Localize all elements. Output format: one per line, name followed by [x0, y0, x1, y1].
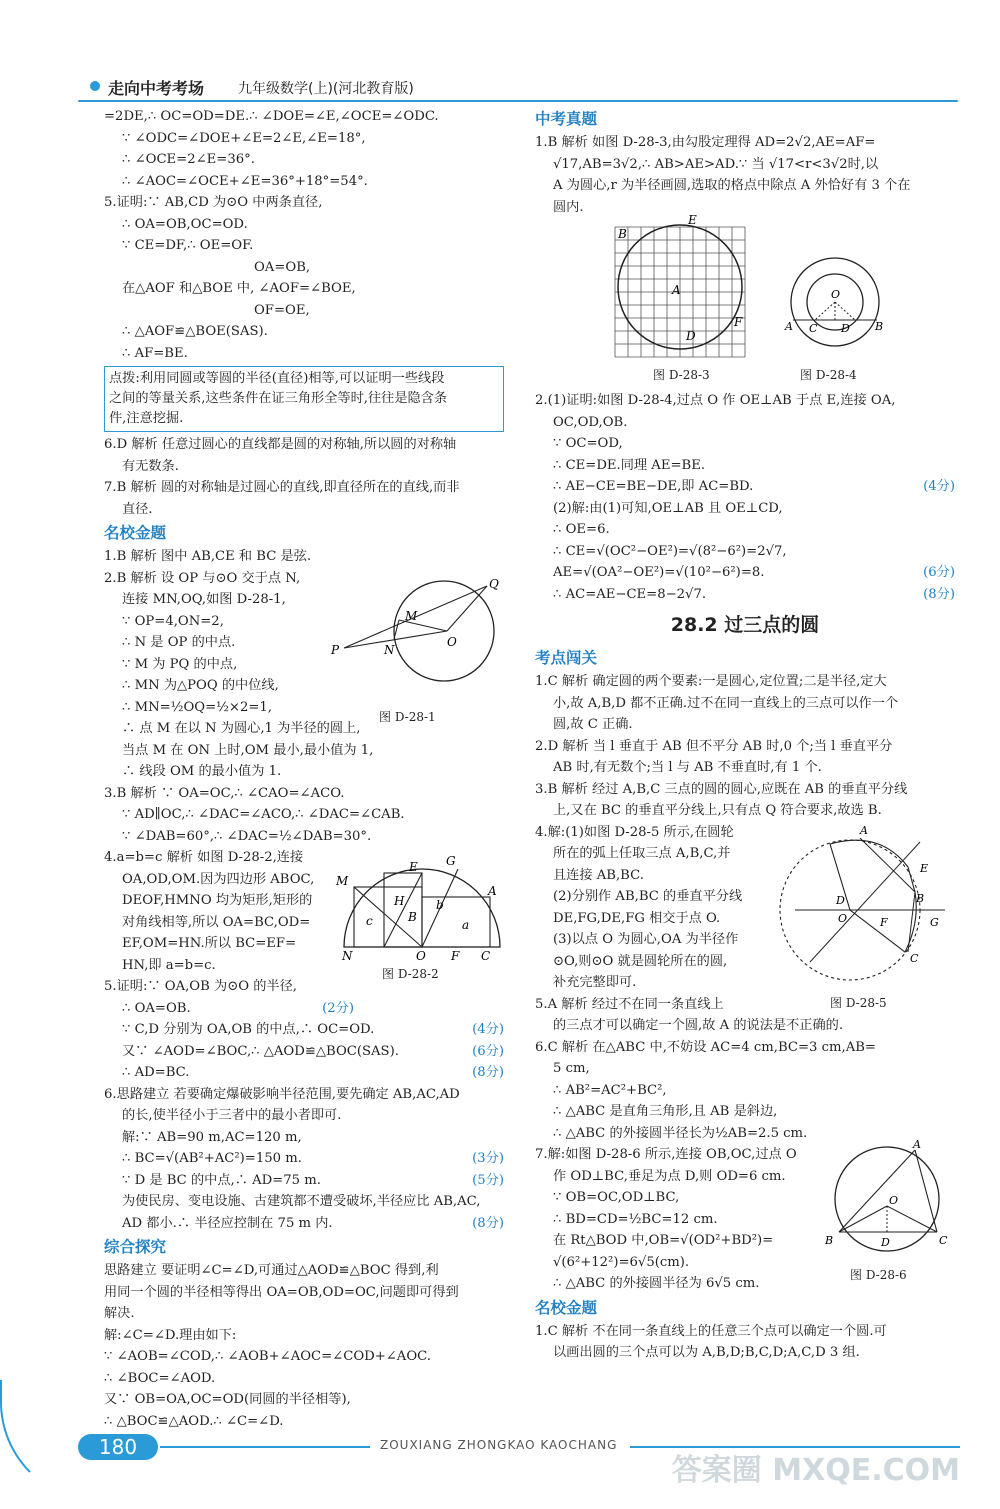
svg-text:Q: Q — [489, 576, 499, 591]
svg-text:b: b — [436, 898, 444, 912]
text-line: ∵ OB=OC,OD⊥BC, — [553, 1190, 680, 1205]
text-line: ⊙O,则⊙O 就是圆轮所在的圆, — [553, 953, 728, 969]
svg-text:C: C — [939, 1234, 948, 1247]
figure-d-28-3 — [610, 213, 750, 362]
text-line: √(6²+12²)=6√5(cm). — [553, 1254, 690, 1270]
text-line: =2DE,∴ OC=OD=DE.∴ ∠DOE=∠E,∠OCE=∠ODC. — [104, 109, 439, 124]
text-line: ∴ ∠BOC=∠AOD. — [104, 1370, 216, 1386]
text-line: ∴ CE=√(OC²−OE²)=√(8²−6²)=2√7, — [553, 543, 787, 559]
text-line: ∴ MN 为△POQ 的中位线, — [122, 678, 279, 693]
text-line: 小,故 A,B,D 都不正确.过不在同一直线上的三点可以作一个 — [553, 695, 899, 711]
text-line: ∴ OA=OB,OC=OD. — [122, 216, 248, 232]
text-line: 4.解:(1)如图 D-28-5 所示,在圆轮 — [535, 824, 734, 840]
text-line — [104, 1213, 504, 1235]
svg-text:D: D — [881, 1236, 890, 1249]
text-line: (3)以点 O 为圆心,OA 为半径作 — [553, 932, 739, 947]
svg-text:G: G — [446, 854, 456, 868]
section-heading: 中考真题 — [535, 110, 598, 128]
text-line: ∴ N 是 OP 的中点. — [122, 635, 236, 650]
footer-rule — [160, 1446, 370, 1448]
text-line: (2)解:由(1)可知,OE⊥AB 且 OE⊥CD, — [553, 500, 783, 516]
text-line: 1.B 解析 如图 D-28-3,由勾股定理得 AD=2√2,AE=AF= — [535, 135, 876, 150]
text-line: ∴ OE=6. — [553, 522, 610, 537]
text-line: 7.解:如图 D-28-6 所示,连接 OB,OC,过点 O — [535, 1147, 797, 1162]
text-line: 解:∠C=∠D.理由如下: — [104, 1327, 237, 1343]
right-column — [535, 106, 955, 1364]
text-line: 5 cm, — [553, 1061, 590, 1076]
text-line: 圆内. — [553, 199, 584, 215]
section-heading: 综合探究 — [104, 1238, 167, 1256]
section-title: 28.2 过三点的圆 — [670, 614, 820, 636]
text-line: 在△AOF 和△BOE 中, ∠AOF=∠BOE, — [122, 281, 356, 296]
tip-line: 件,注意挖掘. — [109, 411, 184, 426]
svg-text:B: B — [916, 891, 925, 905]
svg-text:F: F — [734, 315, 743, 329]
text-line — [535, 562, 955, 584]
text-line: ∴ ∠OCE=2∠E=36°. — [122, 152, 255, 167]
text-line: 思路建立 要证明∠C=∠D,可通过△AOD≌△BOC 得到,利 — [104, 1263, 439, 1278]
text-line: 7.B 解析 圆的对称轴是过圆心的直线,即直径所在的直线,而非 — [104, 480, 460, 495]
text-line: OA,OD,OM.因为四边形 ABOC, — [122, 871, 315, 887]
text-line: 解:∵ AB=90 m,AC=120 m, — [122, 1129, 302, 1145]
svg-text:G: G — [930, 915, 939, 929]
svg-text:F: F — [880, 915, 888, 929]
figure-d-28-1 — [329, 576, 504, 706]
text-line: OA=OB, — [254, 259, 311, 275]
section-heading: 名校金题 — [535, 1298, 598, 1317]
text-line — [535, 584, 955, 606]
text-span: AE=√(OA²−OE²)=√(10²−6²)=8. — [553, 565, 765, 580]
text-line: AB 时,有无数个;当 l 与 AB 不垂直时,有 1 个. — [553, 760, 822, 775]
score-mark: (6分) — [923, 565, 955, 580]
text-span: 5.证明:∵ OA,OB 为⊙O 的半径, — [104, 979, 297, 994]
text-line — [104, 998, 504, 1020]
text-line: 的长,使半径小于三者中的最小者即可. — [122, 1108, 342, 1123]
svg-text:A: A — [913, 1138, 921, 1151]
text-line: OF=OE, — [254, 302, 310, 318]
text-line: 有无数条. — [122, 458, 179, 474]
text-line: 补充完整即可. — [553, 975, 637, 990]
svg-text:D: D — [841, 322, 850, 335]
text-line: (2)分别作 AB,BC 的垂直平分线 — [553, 889, 743, 904]
figure-row — [535, 213, 955, 390]
book-title: 走向中考考场 — [108, 79, 205, 98]
figure-caption: 图 D-28-2 — [382, 967, 439, 981]
text-span: 又∵ ∠AOD=∠BOC,∴ △AOD≌△BOC(SAS). — [122, 1043, 399, 1059]
text-line: 以画出圆的三个点可以为 A,B,D;B,C,D;A,C,D 3 组. — [553, 1345, 860, 1360]
text-line: ∵ AD∥OC,∴ ∠DAC=∠ACO,∴ ∠DAC=∠CAB. — [122, 807, 405, 822]
figure-d-28-5 — [790, 822, 955, 997]
text-line: ∴ 线段 OM 的最小值为 1. — [122, 764, 282, 779]
text-line: ∵ CE=DF,∴ OE=OF. — [122, 238, 254, 253]
text-line: 圆,故 C 正确. — [553, 717, 633, 732]
svg-text:B: B — [875, 320, 884, 333]
text-line: 4.a=b=c 解析 如图 D-28-2,连接 — [104, 850, 304, 865]
score-mark: (3分) — [472, 1151, 504, 1166]
text-span: ∴ OA=OB. — [122, 1000, 191, 1016]
text-line — [104, 1170, 504, 1192]
text-line: A 为圆心,r 为半径画圆,选取的格点中除点 A 外恰好有 3 个在 — [553, 178, 911, 193]
text-line: DEOF,HMNO 均为矩形,矩形的 — [122, 893, 313, 908]
page-number: 180 — [78, 1434, 158, 1460]
text-line: √17,AB=3√2,∴ AB>AE>AD.∵ 当 √17<r<3√2时,以 — [553, 156, 879, 172]
text-line: ∴ △AOF≌△BOE(SAS). — [122, 324, 268, 339]
figure-caption: 图 D-28-4 — [800, 368, 857, 382]
text-line: ∴ CE=DE.同理 AE=BE. — [553, 457, 706, 473]
figure-d-28-2 — [336, 847, 504, 962]
text-line: 3.B 解析 经过 A,B,C 三点的圆的圆心,应既在 AB 的垂直平分线 — [535, 781, 908, 797]
svg-text:N: N — [342, 949, 353, 963]
left-column — [104, 106, 504, 1432]
svg-text:H: H — [394, 894, 405, 908]
text-line: ∴ AF=BE. — [122, 345, 188, 361]
figure-caption: 图 D-28-1 — [379, 709, 436, 724]
text-line: 且连接 AB,BC. — [553, 867, 644, 883]
svg-text:E: E — [409, 860, 418, 874]
text-line: 作 OD⊥BC,垂足为点 D,则 OD=6 cm. — [553, 1168, 786, 1184]
text-line — [104, 1041, 504, 1063]
text-line: ∵ ∠AOB=∠COD,∴ ∠AOB+∠AOC=∠COD+∠AOC. — [104, 1349, 431, 1364]
text-span: AD 都小.∴ 半径应控制在 75 m 内. — [122, 1215, 333, 1231]
figure-caption: 图 D-28-3 — [653, 368, 710, 382]
section-heading: 名校金题 — [104, 524, 167, 542]
svg-text:C: C — [910, 951, 919, 965]
text-span: ∴ AE−CE=BE−DE,即 AC=BD. — [553, 479, 754, 494]
score-mark: (4分) — [923, 479, 955, 494]
text-span: ∴ AD=BC. — [122, 1065, 190, 1080]
svg-text:C: C — [809, 322, 818, 335]
text-span: ∴ BC=√(AB²+AC²)=150 m. — [122, 1151, 302, 1166]
svg-text:a: a — [462, 918, 470, 932]
score-mark: (8分) — [472, 1215, 504, 1231]
watermark: 答案圈 MXQE.COM — [671, 1453, 960, 1488]
score-mark: (8分) — [472, 1065, 504, 1080]
svg-text:A: A — [672, 283, 681, 297]
svg-text:M: M — [336, 874, 349, 888]
text-line: 的三点才可以确定一个圆,故 A 的说法是不正确的. — [553, 1018, 844, 1033]
text-line: ∵ ∠DAB=60°,∴ ∠DAC=½∠DAB=30°. — [122, 828, 372, 844]
svg-text:A: A — [860, 823, 868, 837]
section-heading: 考点闯关 — [535, 649, 598, 667]
text-line: 用同一个圆的半径相等得出 OA=OB,OD=OC,问题即可得到 — [104, 1284, 459, 1300]
text-line — [104, 976, 504, 998]
text-line: EF,OM=HN.所以 BC=EF= — [122, 936, 297, 951]
text-line: ∵ M 为 PQ 的中点, — [122, 656, 238, 672]
text-line: 连接 MN,OQ,如图 D-28-1, — [122, 592, 286, 607]
text-line: ∴ △BOC≌△AOD.∴ ∠C=∠D. — [104, 1413, 284, 1429]
text-line: 对角线相等,所以 OA=BC,OD= — [122, 914, 311, 930]
score-mark: (5分) — [472, 1172, 504, 1188]
text-line: 又∵ OB=OA,OC=OD(同圆的半径相等), — [104, 1392, 351, 1407]
header-rule — [78, 100, 958, 102]
text-span: ∵ C,D 分别为 OA,OB 的中点,∴ OC=OD. — [122, 1022, 375, 1037]
text-line — [104, 1062, 504, 1084]
figure-d-28-4 — [785, 258, 885, 358]
text-line: 上,又在 BC 的垂直平分线上,只有点 Q 符合要求,故选 B. — [553, 803, 882, 818]
svg-text:O: O — [831, 288, 841, 301]
figure-d-28-6 — [825, 1138, 955, 1264]
svg-text:c: c — [366, 914, 373, 928]
tip-line: 点拨:利用同圆或等圆的半径(直径)相等,可以证明一些线段 — [109, 371, 445, 386]
text-line: ∴ △ABC 的外接圆半径长为½AB=2.5 cm. — [553, 1125, 808, 1141]
text-line: ∴ △ABC 的外接圆半径为 6√5 cm. — [553, 1276, 760, 1291]
svg-text:E: E — [688, 213, 697, 227]
score-mark: (8分) — [923, 586, 955, 602]
text-line: 当点 M 在 ON 上时,OM 最小,最小值为 1, — [122, 742, 374, 758]
figure-caption: 图 D-28-6 — [850, 1268, 907, 1282]
text-line: 2.D 解析 当 l 垂直于 AB 但不平分 AB 时,0 个;当 l 垂直平分 — [535, 738, 893, 754]
text-line: 2.B 解析 设 OP 与⊙O 交于点 N, — [104, 570, 301, 586]
svg-text:B: B — [618, 227, 627, 241]
svg-text:D: D — [836, 893, 845, 907]
score-mark: (2分) — [322, 1000, 354, 1016]
score-mark: (6分) — [472, 1043, 504, 1059]
text-line: 1.B 解析 图中 AB,CE 和 BC 是弦. — [104, 549, 312, 564]
text-line: ∴ 点 M 在以 N 为圆心,1 为半径的圆上, — [122, 721, 361, 736]
svg-text:O: O — [447, 634, 457, 649]
text-line: 直径. — [122, 501, 153, 517]
text-line: 1.C 解析 不在同一条直线上的任意三个点可以确定一个圆.可 — [535, 1323, 887, 1339]
book-subtitle: 九年级数学(上)(河北教育版) — [238, 81, 414, 97]
text-line: ∵ OP=4,ON=2, — [122, 613, 224, 629]
text-line: ∴ △ABC 是直角三角形,且 AB 是斜边, — [553, 1104, 778, 1119]
text-span: ∵ D 是 BC 的中点,∴ AD=75 m. — [122, 1172, 321, 1188]
svg-text:A: A — [488, 884, 497, 898]
text-line: 5.证明:∵ AB,CD 为⊙O 中两条直径, — [104, 195, 323, 210]
text-line — [535, 476, 955, 498]
text-line: ∵ OC=OD, — [553, 436, 623, 451]
text-line: 5.A 解析 经过不在同一条直线上 — [535, 996, 724, 1012]
text-line: 解决. — [104, 1306, 135, 1321]
svg-text:P: P — [331, 642, 340, 657]
text-line — [104, 1019, 504, 1041]
text-line: DE,FG,DE,FG 相交于点 O. — [553, 910, 721, 926]
svg-text:O: O — [838, 911, 848, 925]
svg-text:N: N — [384, 642, 395, 657]
tip-line: 之间的等量关系,这些条件在证三角形全等时,往往是隐含条 — [109, 391, 448, 406]
score-mark: (4分) — [472, 1022, 504, 1037]
text-line: 在 Rt△BOD 中,OB=√(OD²+BD²)= — [553, 1233, 774, 1248]
svg-text:A: A — [785, 320, 793, 333]
text-line: ∴ AB²=AC²+BC², — [553, 1082, 667, 1098]
text-line: ∴ MN=½OQ=½×2=1, — [122, 699, 272, 715]
text-span: ∴ AC=AE−CE=8−2√7. — [553, 586, 707, 602]
text-line: HN,即 a=b=c. — [122, 957, 216, 973]
tip-box — [104, 366, 504, 432]
svg-text:B: B — [825, 1234, 834, 1247]
svg-text:F: F — [451, 949, 460, 963]
footer-text: ZOUXIANG ZHONGKAO KAOCHANG — [380, 1438, 618, 1452]
svg-text:B: B — [408, 910, 417, 924]
svg-text:O: O — [416, 949, 426, 963]
text-line: 6.C 解析 在△ABC 中,不妨设 AC=4 cm,BC=3 cm,AB= — [535, 1039, 876, 1055]
text-line: 1.C 解析 确定圆的两个要素:一是圆心,定位置;二是半径,定大 — [535, 674, 887, 689]
page-header — [78, 72, 958, 102]
text-line: 所在的弧上任取三点 A,B,C,并 — [553, 846, 731, 861]
text-line: ∴ BD=CD=½BC=12 cm. — [553, 1211, 718, 1227]
figure-caption: 图 D-28-5 — [830, 995, 887, 1010]
text-line: 为使民房、变电设施、古建筑都不遭受破坏,半径应比 AB,AC, — [122, 1194, 481, 1209]
text-line — [104, 1148, 504, 1170]
text-line: 6.D 解析 任意过圆心的直线都是圆的对称轴,所以圆的对称轴 — [104, 437, 457, 452]
svg-text:C: C — [481, 949, 491, 963]
text-line: 3.B 解析 ∵ OA=OC,∴ ∠CAO=∠ACO. — [104, 785, 345, 801]
svg-text:E: E — [920, 861, 929, 875]
text-line: 6.思路建立 若要确定爆破影响半径范围,要先确定 AB,AC,AD — [104, 1086, 460, 1102]
text-line: ∵ ∠ODC=∠DOE+∠E=2∠E,∠E=18°, — [122, 130, 366, 146]
svg-text:D: D — [686, 329, 696, 343]
header-dot-icon — [90, 81, 100, 91]
svg-text:M: M — [405, 608, 418, 623]
text-line: 2.(1)证明:如图 D-28-4,过点 O 作 OE⊥AB 于点 E,连接 OA, — [535, 393, 896, 408]
text-line: ∴ ∠AOC=∠OCE+∠E=36°+18°=54°. — [122, 173, 368, 189]
svg-text:O: O — [889, 1194, 899, 1207]
text-line: OC,OD,OB. — [553, 414, 628, 430]
